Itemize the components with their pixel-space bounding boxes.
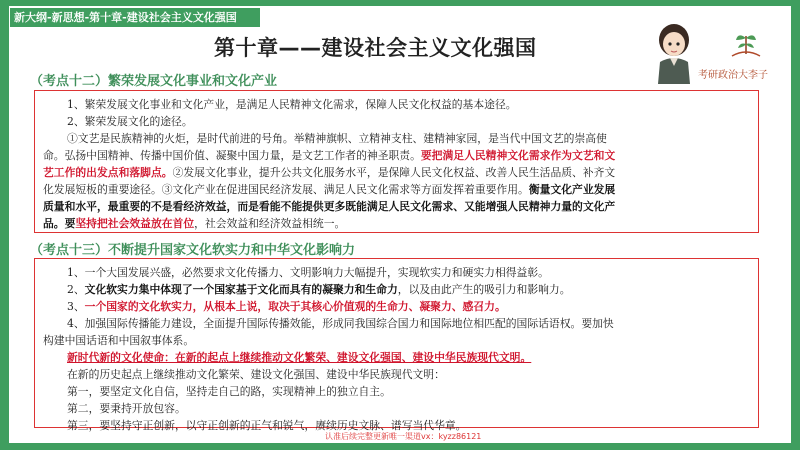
text-line: 1、繁荣发展文化事业和文化产业，是满足人民精神文化需求，保障人民文化权益的基本途径。 [67, 98, 517, 111]
text-line: 4、加强国际传播能力建设，全面提升国际传播效能，形成同我国综合国力和国际地位相匹配的国际话语权。要加快 [67, 317, 614, 330]
text-line: 第二，要秉持开放包容。 [67, 402, 186, 415]
frame-bottom [0, 443, 800, 450]
text-line: 在新的历史起点上继续推动文化繁荣、建设文化强国、建设中华民族现代文明： [67, 368, 445, 381]
page-title: 第十章——建设社会主义文化强国 [214, 36, 537, 60]
text-line: 2、文化软实力集中体现了一个国家基于文化而具有的凝聚力和生命力，以及由此产生的吸引力和影响力。 [67, 283, 571, 296]
text-line: 第三，要坚持守正创新，以守正创新的正气和锐气，赓续历史文脉、谱写当代华章。 [67, 419, 467, 432]
highlight-text: 新时代新的文化使命：在新的起点上继续推动文化繁荣、建设文化强国、建设中华民族现代文明。 [67, 351, 532, 364]
highlight-text: 坚持把社会效益放在首位 [75, 217, 195, 230]
breadcrumb: 新大纲-新思想-第十章-建设社会主义文化强国 [10, 8, 260, 27]
text-line: 艺工作的出发点和落脚点。②发展文化事业，提升公共文化服务水平，是保障人民文化权益、改善人民生活品质、补齐文 [43, 166, 616, 179]
text-line: 命。弘扬中国精神、传播中国价值、凝聚中国力量，是文艺工作者的神圣职责。要把满足人民精神文化需求作为文艺和文 [43, 149, 616, 162]
bold-text: 衡量文化产业发展 [528, 183, 616, 196]
logo [652, 14, 772, 84]
text-line: 质量和水平，最重要的不是看经济效益，而是看能不能提供更多既能满足人民文化需求、又能增强人民精神力量的文化产 [43, 200, 616, 213]
text-line: 构建中国话语和中国叙事体系。 [43, 334, 195, 347]
text-line: 品。要坚持把社会效益放在首位，社会效益和经济效益相统一。 [43, 217, 346, 230]
text-line: 第一，要坚定文化自信，坚持走自己的路，实现精神上的独立自主。 [67, 385, 391, 398]
frame-top [0, 0, 800, 6]
text-line: ①文艺是民族精神的火炬，是时代前进的号角。举精神旗帜、立精神支柱、建精神家园，是当代中国文艺的崇高使 [67, 132, 607, 145]
section-heading-12: （考点十二）繁荣发展文化事业和文化产业 [30, 74, 278, 89]
frame-right [791, 0, 800, 450]
highlight-text: 一个国家的文化软实力，从根本上说，取决于其核心价值观的生命力、凝聚力、感召力。 [84, 300, 506, 313]
text-line: 2、繁荣发展文化的途径。 [67, 115, 193, 128]
content-box-12 [34, 90, 759, 233]
content-box-13 [34, 258, 759, 432]
highlight-text: 艺工作的出发点和落脚点。 [43, 166, 173, 179]
text-line: 1、一个大国发展兴盛，必然要求文化传播力、文明影响力大幅提升，实现软实力和硬实力相得益彰。 [67, 266, 549, 279]
watermark: 认准后续完整更新唯一渠道vx：kyzz86121 [325, 432, 482, 441]
highlight-text: 要把满足人民精神文化需求作为文艺和文 [420, 149, 616, 162]
logo-text: 考研政治大李子 [698, 70, 768, 81]
section-heading-13: （考点十三）不断提升国家文化软实力和中华文化影响力 [30, 243, 356, 258]
text-line: 3、一个国家的文化软实力，从根本上说，取决于其核心价值观的生命力、凝聚力、感召力。 [67, 300, 506, 313]
text-line: 化发展短板的重要途径。③文化产业在促进国民经济发展、满足人民文化需求等方面发挥着重要作用。衡量文化产业发展 [43, 183, 616, 196]
bold-text: 文化软实力集中体现了一个国家基于文化而具有的凝聚力和生命力 [84, 283, 398, 296]
frame-left [0, 0, 9, 450]
